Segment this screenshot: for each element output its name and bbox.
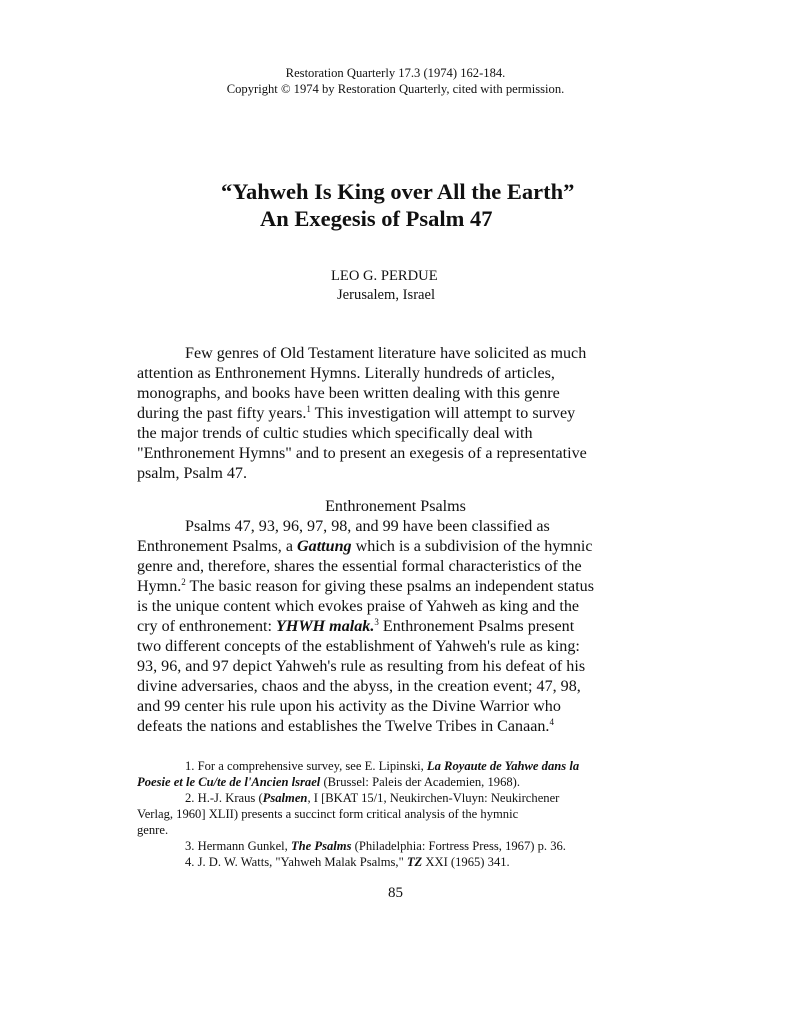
footnote-4 bbox=[185, 854, 510, 870]
title-line-1: “Yahweh Is King over All the Earth” bbox=[221, 179, 575, 204]
section-line bbox=[137, 537, 593, 557]
section-line bbox=[137, 717, 554, 737]
intro-line: attention as Enthronement Hymns. Literally hundreds of articles, bbox=[137, 365, 555, 382]
footnote-text: XXI (1965) 341. bbox=[422, 855, 510, 869]
yhwh-malak-term: YHWH malak. bbox=[275, 618, 375, 635]
intro-line: the major trends of cultic studies which specifically deal with bbox=[137, 425, 533, 442]
section-line bbox=[137, 577, 594, 597]
section-line: two different concepts of the establishment of Yahweh's rule as king: bbox=[137, 638, 580, 655]
footnote-title: The Psalms bbox=[290, 839, 352, 853]
citation-line: Restoration Quarterly 17.3 (1974) 162-184. bbox=[285, 66, 506, 80]
section-text: which is a subdivision of the hymnic bbox=[351, 538, 593, 555]
footnote-text: 3. Hermann Gunkel, bbox=[185, 839, 291, 853]
title-line-2: An Exegesis of Psalm 47 bbox=[260, 206, 493, 231]
footnote-1-cont bbox=[137, 774, 520, 790]
section-line bbox=[137, 617, 574, 637]
section-line: Psalms 47, 93, 96, 97, 98, and 99 have been classified as bbox=[185, 518, 550, 535]
footnote-1 bbox=[185, 758, 579, 774]
section-text: defeats the nations and establishes the Twelve Tribes in Canaan. bbox=[137, 718, 550, 735]
footnote-3 bbox=[185, 838, 566, 854]
section-text: Enthronement Psalms, a bbox=[137, 538, 298, 555]
section-line: and 99 center his rule upon his activity as the Divine Warrior who bbox=[137, 698, 561, 715]
footnote-title: TZ bbox=[406, 855, 423, 869]
footnote-ref-2: 2 bbox=[181, 577, 186, 587]
footnote-text: (Philadelphia: Fortress Press, 1967) p. 36. bbox=[351, 839, 566, 853]
section-line: genre and, therefore, shares the essential formal characteristics of the bbox=[137, 558, 582, 575]
intro-text: during the past fifty years. bbox=[137, 405, 307, 422]
section-heading: Enthronement Psalms bbox=[325, 498, 466, 515]
section-text: The basic reason for giving these psalms an independent status bbox=[185, 578, 594, 595]
footnote-text: 4. J. D. W. Watts, "Yahweh Malak Psalms," bbox=[185, 855, 407, 869]
intro-line bbox=[137, 404, 575, 424]
footnote-text: , I [BKAT 15/1, Neukirchen-Vluyn: Neukirchener bbox=[307, 791, 560, 805]
footnote-ref-3: 3 bbox=[374, 617, 379, 627]
intro-line: Few genres of Old Testament literature have solicited as much bbox=[185, 345, 587, 362]
page-number: 85 bbox=[388, 885, 403, 901]
footnote-title: Psalmen bbox=[262, 791, 308, 805]
section-text: Hymn. bbox=[137, 578, 182, 595]
footnote-2-cont: Verlag, 1960] XLII) presents a succinct form critical analysis of the hymnic bbox=[137, 807, 519, 821]
footnote-2 bbox=[185, 790, 559, 806]
intro-line: monographs, and books have been written dealing with this genre bbox=[137, 385, 560, 402]
section-line: 93, 96, and 97 depict Yahweh's rule as resulting from his defeat of his bbox=[137, 658, 586, 675]
author-name: LEO G. PERDUE bbox=[331, 268, 438, 284]
intro-line: "Enthronement Hymns" and to present an exegesis of a representative bbox=[137, 445, 587, 462]
section-line: divine adversaries, chaos and the abyss, in the creation event; 47, 98, bbox=[137, 678, 581, 695]
intro-text: This investigation will attempt to survey bbox=[310, 405, 576, 422]
footnote-text: (Brussel: Paleis der Academien, 1968). bbox=[320, 775, 521, 789]
footnote-2-cont: genre. bbox=[137, 823, 169, 837]
gattung-term: Gattung bbox=[297, 538, 352, 555]
section-line: is the unique content which evokes praise of Yahweh as king and the bbox=[137, 598, 580, 615]
footnote-title: La Royaute de Yahwe dans la bbox=[426, 759, 580, 773]
copyright-line: Copyright © 1974 by Restoration Quarterly, cited with permission. bbox=[226, 82, 565, 96]
section-text: Enthronement Psalms present bbox=[378, 618, 575, 635]
footnote-text: 2. H.-J. Kraus ( bbox=[185, 791, 263, 805]
footnote-ref-1: 1 bbox=[306, 404, 311, 414]
intro-line: psalm, Psalm 47. bbox=[137, 465, 247, 482]
author-location: Jerusalem, Israel bbox=[337, 287, 436, 303]
footnote-title: Poesie et le Cu/te de l'Ancien lsrael bbox=[137, 775, 321, 789]
section-text: cry of enthronement: bbox=[137, 618, 276, 635]
footnote-ref-4: 4 bbox=[549, 717, 554, 727]
footnote-text: 1. For a comprehensive survey, see E. Lipinski, bbox=[185, 759, 427, 773]
